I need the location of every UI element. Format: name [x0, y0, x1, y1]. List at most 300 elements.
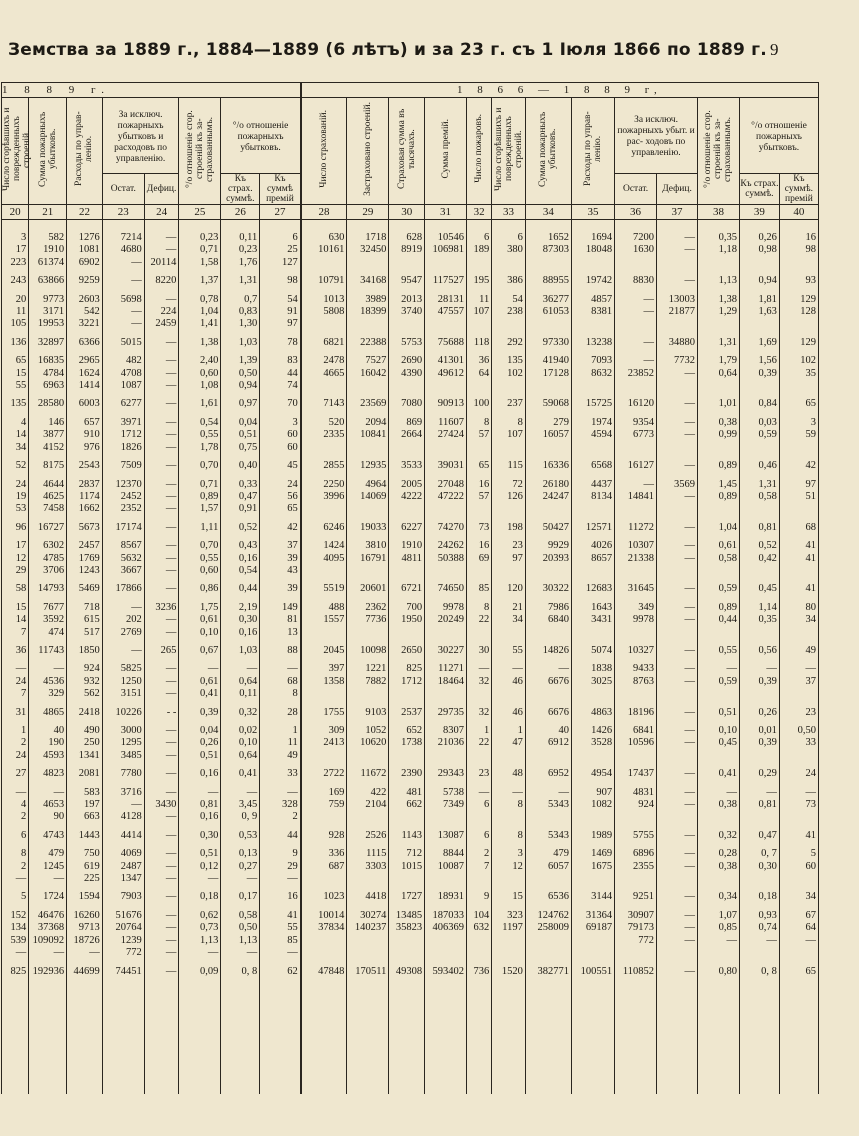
cell-21: 28580: [29, 398, 67, 410]
cell-20: 36: [2, 645, 29, 657]
cell-25: 0,54 0,55 1,78: [179, 417, 221, 454]
cell-24: — 3430 —: [144, 787, 179, 824]
cell-29: 2094 10841: [347, 417, 389, 454]
cell-33: 8: [492, 830, 526, 842]
cell-39: 0,46: [739, 460, 779, 472]
cell-38: 0,32: [697, 830, 739, 842]
cell-28: 47848: [301, 966, 347, 978]
cell-24: —: [144, 891, 179, 903]
cell-28: 336 687: [301, 848, 347, 885]
cell-40: 93: [779, 275, 818, 287]
table-row: [2, 460, 819, 472]
cell-35: 13238: [572, 337, 615, 349]
cell-34: 6536: [525, 891, 571, 903]
group-header-39: °/о отношеніе пожарныхъ убытковъ.: [739, 98, 818, 174]
cell-29: 1718 32450: [347, 232, 389, 269]
cell-26: 0,02 0,10 0,64: [221, 725, 260, 762]
cell-32: 2 7: [467, 848, 492, 885]
cell-32: 23: [467, 768, 492, 780]
cell-23: 4069 2487 1347: [102, 848, 144, 885]
cell-36: 18196: [615, 707, 657, 719]
cell-37: — —: [657, 787, 698, 824]
cell-31: 5738 7349: [425, 787, 467, 824]
col-header-37: Дефиц.: [657, 174, 698, 205]
table-row: [2, 707, 819, 719]
cell-30: 825 1712: [389, 663, 425, 700]
cell-32: 30: [467, 645, 492, 657]
cell-34: 59068: [525, 398, 571, 410]
cell-20: — 24 7: [2, 663, 29, 700]
cell-36: 349 9978: [615, 602, 657, 639]
col-header-33: Число сгорѣвшихъ и поврежденныхъ строеній.: [492, 98, 526, 205]
cell-39: 0, 8: [739, 966, 779, 978]
cell-37: —: [657, 707, 698, 719]
statistics-table: [1, 82, 819, 1094]
column-number: 40: [779, 205, 818, 220]
cell-31: 10546 106981: [425, 232, 467, 269]
cell-28: 630 10161: [301, 232, 347, 269]
cell-21: 4865: [29, 707, 67, 719]
cell-20: 58: [2, 583, 29, 595]
cell-32: 85: [467, 583, 492, 595]
cell-22: 718 615 517: [67, 602, 103, 639]
table-row: [2, 398, 819, 410]
cell-26: 2,19 0,30 0,16: [221, 602, 260, 639]
cell-28: 488 1557: [301, 602, 347, 639]
cell-21: 4644 4625 7458: [29, 479, 67, 516]
cell-37: — —: [657, 848, 698, 885]
cell-29: 20601: [347, 583, 389, 595]
cell-30: 2650: [389, 645, 425, 657]
cell-21: 4743: [29, 830, 67, 842]
cell-35: 1989: [572, 830, 615, 842]
cell-21: 479 1245 —: [29, 848, 67, 885]
cell-27: 24 56 65: [260, 479, 301, 516]
cell-32: 16 57: [467, 479, 492, 516]
cell-24: — — —: [144, 663, 179, 700]
column-number: 25: [179, 205, 221, 220]
cell-26: 0,58 0,50 1,13 —: [221, 910, 260, 960]
cell-22: 2965 1624 1414: [67, 355, 103, 392]
cell-39: 1,14 0,35: [739, 602, 779, 639]
cell-30: 1910 4811: [389, 540, 425, 577]
cell-25: 0,16: [179, 768, 221, 780]
col-header-29: Застраховано строеній.: [347, 98, 389, 205]
cell-21: 63866: [29, 275, 67, 287]
cell-40: 67 64 —: [779, 910, 818, 960]
cell-36: 16127: [615, 460, 657, 472]
cell-25: 1,38: [179, 337, 221, 349]
cell-33: 292: [492, 337, 526, 349]
cell-37: 34880: [657, 337, 698, 349]
cell-24: —: [144, 337, 179, 349]
cell-31: 11271 18464: [425, 663, 467, 700]
cell-21: 11743: [29, 645, 67, 657]
cell-28: 2045: [301, 645, 347, 657]
cell-31: 18931: [425, 891, 467, 903]
cell-28: 6821: [301, 337, 347, 349]
cell-25: — 0,61 0,41: [179, 663, 221, 700]
cell-34: 7986 6840: [525, 602, 571, 639]
cell-22: 2543: [67, 460, 103, 472]
cell-21: 1724: [29, 891, 67, 903]
cell-28: 1023: [301, 891, 347, 903]
cell-31: 117527: [425, 275, 467, 287]
cell-24: - -: [144, 707, 179, 719]
col-header-35: Расходы по управ- ленію.: [572, 98, 615, 205]
cell-25: 0,78 1,04 1,41: [179, 294, 221, 331]
cell-28: 397 1358: [301, 663, 347, 700]
cell-38: 0,34: [697, 891, 739, 903]
col-header-23: Остат.: [102, 174, 144, 205]
cell-23: 12370 2452 2352: [102, 479, 144, 516]
cell-20: 20 11 105: [2, 294, 29, 331]
cell-31: 74650: [425, 583, 467, 595]
cell-25: 2,40 0,60 1,08: [179, 355, 221, 392]
cell-32: 6: [467, 830, 492, 842]
cell-36: — 23852: [615, 355, 657, 392]
cell-32: 1 22: [467, 725, 492, 762]
cell-37: —: [657, 583, 698, 595]
cell-32: 11 107: [467, 294, 492, 331]
cell-21: 146 3877 4152: [29, 417, 67, 454]
cell-36: 31645: [615, 583, 657, 595]
cell-30: 6721: [389, 583, 425, 595]
cell-20: 243: [2, 275, 29, 287]
cell-40: 34: [779, 891, 818, 903]
cell-38: 0,59: [697, 583, 739, 595]
cell-28: 928: [301, 830, 347, 842]
cell-39: 0,01 0,39: [739, 725, 779, 762]
cell-37: — —: [657, 663, 698, 700]
cell-39: 0,26 0,98: [739, 232, 779, 269]
cell-22: 1443: [67, 830, 103, 842]
cell-40: 23: [779, 707, 818, 719]
cell-25: — 0,81 0,16: [179, 787, 221, 824]
cell-27: 98: [260, 275, 301, 287]
cell-22: 6003: [67, 398, 103, 410]
cell-36: 9354 6773: [615, 417, 657, 454]
cell-31: 28131 47557: [425, 294, 467, 331]
cell-37: —: [657, 398, 698, 410]
cell-24: — — —: [144, 479, 179, 516]
cell-29: 1221 7882: [347, 663, 389, 700]
cell-21: 8175: [29, 460, 67, 472]
cell-33: — 46: [492, 663, 526, 700]
column-number: 26: [221, 205, 260, 220]
column-number: 34: [525, 205, 571, 220]
cell-30: 652 1738: [389, 725, 425, 762]
cell-20: 3 17 223: [2, 232, 29, 269]
cell-35: 6568: [572, 460, 615, 472]
cell-31: 13087: [425, 830, 467, 842]
cell-40: 65: [779, 398, 818, 410]
cell-23: 7780: [102, 768, 144, 780]
cell-23: 3000 1295 3485: [102, 725, 144, 762]
col-header-28: Число страхованій.: [301, 98, 347, 205]
cell-37: —: [657, 966, 698, 978]
cell-28: 10791: [301, 275, 347, 287]
table-row: [2, 583, 819, 595]
cell-31: 29735: [425, 707, 467, 719]
column-number: 28: [301, 205, 347, 220]
cell-31: 29343: [425, 768, 467, 780]
cell-39: 0,03 0,59: [739, 417, 779, 454]
cell-33: 21 34: [492, 602, 526, 639]
cell-29: 4964 14069: [347, 479, 389, 516]
cell-25: 0,71 0,89 1,57: [179, 479, 221, 516]
table-row: [2, 645, 819, 657]
group-header-23: За исключ. пожарныхъ убытковъ и расходовъ по управленію.: [102, 98, 179, 174]
cell-37: —: [657, 768, 698, 780]
cell-39: 1,81 1,63: [739, 294, 779, 331]
cell-31: 39031: [425, 460, 467, 472]
cell-20: 31: [2, 707, 29, 719]
cell-39: 0,81: [739, 522, 779, 534]
cell-21: 32897: [29, 337, 67, 349]
cell-30: 1143: [389, 830, 425, 842]
cell-35: 4026 8657: [572, 540, 615, 577]
cell-29: 3810 16791: [347, 540, 389, 577]
cell-31: 187033 406369: [425, 910, 467, 960]
cell-39: 0,84: [739, 398, 779, 410]
cell-27: 28: [260, 707, 301, 719]
cell-37: —: [657, 522, 698, 534]
column-number: 39: [739, 205, 779, 220]
cell-32: 195: [467, 275, 492, 287]
cell-28: 169 759: [301, 787, 347, 824]
group-header-26: °/о отношеніе пожарныхъ убытковъ.: [221, 98, 301, 174]
cell-33: 1520: [492, 966, 526, 978]
col-header-25: °/о отношеніе сгор. строеній къ за- страхованнымъ.: [179, 98, 221, 205]
page-number: 9: [770, 40, 779, 59]
cell-21: 40 190 4593: [29, 725, 67, 762]
cell-30: 2005 4222: [389, 479, 425, 516]
cell-35: 19742: [572, 275, 615, 287]
cell-35: 1469 1675: [572, 848, 615, 885]
column-number: 35: [572, 205, 615, 220]
cell-24: — — —: [144, 540, 179, 577]
cell-37: — —: [657, 232, 698, 269]
cell-36: 7200 1630: [615, 232, 657, 269]
cell-29: 34168: [347, 275, 389, 287]
cell-27: 1 11 49: [260, 725, 301, 762]
cell-20: 6: [2, 830, 29, 842]
cell-20: 17 12 29: [2, 540, 29, 577]
table-row: [2, 275, 819, 287]
cell-40: 97 51: [779, 479, 818, 516]
column-number: 31: [425, 205, 467, 220]
cell-33: 323 1197: [492, 910, 526, 960]
cell-40: 41 41: [779, 540, 818, 577]
cell-24: —: [144, 768, 179, 780]
cell-26: 1,03: [221, 337, 260, 349]
cell-32: 104 632: [467, 910, 492, 960]
col-header-20: Число сгорѣвшихъ и поврежденныхъ строеній.: [2, 98, 29, 205]
cell-25: 1,11: [179, 522, 221, 534]
cell-38: 0,35 1,18: [697, 232, 739, 269]
cell-24: —: [144, 522, 179, 534]
cell-33: 54 238: [492, 294, 526, 331]
cell-39: — 0,39: [739, 663, 779, 700]
cell-21: 7677 3592 474: [29, 602, 67, 639]
cell-33: 237: [492, 398, 526, 410]
cell-29: 23569: [347, 398, 389, 410]
cell-32: 16 69: [467, 540, 492, 577]
cell-36: 6896 2355: [615, 848, 657, 885]
cell-30: 3533: [389, 460, 425, 472]
cell-34: 382771: [525, 966, 571, 978]
cell-38: 0,55: [697, 645, 739, 657]
cell-30: 7080: [389, 398, 425, 410]
cell-31: 75688: [425, 337, 467, 349]
col-header-39: Къ страх. суммѣ.: [739, 174, 779, 205]
cell-38: 1,31: [697, 337, 739, 349]
col-header-24: Дефиц.: [144, 174, 179, 205]
cell-27: 78: [260, 337, 301, 349]
table-row: [2, 602, 819, 639]
cell-39: — 0,81: [739, 787, 779, 824]
table-row: [2, 768, 819, 780]
column-number: 36: [615, 205, 657, 220]
cell-20: — 4 2: [2, 787, 29, 824]
cell-28: 7143: [301, 398, 347, 410]
cell-33: 6 380: [492, 232, 526, 269]
cell-27: 41 55 85 —: [260, 910, 301, 960]
cell-27: 6 25 127: [260, 232, 301, 269]
cell-25: 0,30: [179, 830, 221, 842]
cell-31: 8307 21036: [425, 725, 467, 762]
cell-32: 36 64: [467, 355, 492, 392]
col-header-21: Сумма пожарныхъ убытковъ.: [29, 98, 67, 205]
cell-24: — — —: [144, 417, 179, 454]
cell-26: 1,39 0,50 0,94: [221, 355, 260, 392]
cell-26: 0,17: [221, 891, 260, 903]
cell-40: 42: [779, 460, 818, 472]
cell-33: 46: [492, 707, 526, 719]
cell-36: 9433 8763: [615, 663, 657, 700]
cell-25: 0,62 0,73 1,13 —: [179, 910, 221, 960]
cell-40: 129: [779, 337, 818, 349]
cell-28: 1424 4095: [301, 540, 347, 577]
cell-36: 9251: [615, 891, 657, 903]
cell-22: 2603 542 3221: [67, 294, 103, 331]
cell-29: 9103: [347, 707, 389, 719]
cell-33: 115: [492, 460, 526, 472]
cell-27: — 68 8: [260, 663, 301, 700]
col-header-40: Къ суммѣ. премій: [779, 174, 818, 205]
cell-22: 2418: [67, 707, 103, 719]
cell-23: 5698 — —: [102, 294, 144, 331]
cell-20: 1 2 24: [2, 725, 29, 762]
cell-27: 54 91 97: [260, 294, 301, 331]
cell-22: 2081: [67, 768, 103, 780]
cell-25: 0,39: [179, 707, 221, 719]
cell-23: 17866: [102, 583, 144, 595]
cell-37: — —: [657, 602, 698, 639]
cell-37: 3569 —: [657, 479, 698, 516]
cell-34: 9929 20393: [525, 540, 571, 577]
cell-21: 6302 4785 3706: [29, 540, 67, 577]
cell-29: 1052 10620: [347, 725, 389, 762]
cell-30: 481 662: [389, 787, 425, 824]
cell-32: — 32: [467, 663, 492, 700]
cell-33: 15: [492, 891, 526, 903]
table-row: [2, 663, 819, 700]
cell-24: — — —: [144, 725, 179, 762]
cell-23: 4414: [102, 830, 144, 842]
cell-36: 8830: [615, 275, 657, 287]
cell-32: 9: [467, 891, 492, 903]
cell-35: 7093 8632: [572, 355, 615, 392]
cell-20: 4 14 34: [2, 417, 29, 454]
cell-23: 3716 — 4128: [102, 787, 144, 824]
cell-31: 90913: [425, 398, 467, 410]
column-number: 29: [347, 205, 389, 220]
cell-34: 5343: [525, 830, 571, 842]
cell-25: 0,23 0,71 1,58: [179, 232, 221, 269]
cell-35: 4954: [572, 768, 615, 780]
cell-29: 22388: [347, 337, 389, 349]
cell-26: 0,32: [221, 707, 260, 719]
cell-34: 279 16057: [525, 417, 571, 454]
cell-37: —: [657, 460, 698, 472]
cell-34: 26180 24247: [525, 479, 571, 516]
cell-38: 1,01: [697, 398, 739, 410]
cell-36: —: [615, 337, 657, 349]
cell-33: 120: [492, 583, 526, 595]
column-number: 38: [697, 205, 739, 220]
cell-35: 1426 3528: [572, 725, 615, 762]
cell-38: 1,13: [697, 275, 739, 287]
cell-34: 41940 17128: [525, 355, 571, 392]
cell-29: 10098: [347, 645, 389, 657]
cell-38: — 0,59: [697, 663, 739, 700]
col-header-30: Страховая сумма въ тысячахъ.: [389, 98, 425, 205]
cell-31: 41301 49612: [425, 355, 467, 392]
cell-32: 118: [467, 337, 492, 349]
cell-22: 924 932 562: [67, 663, 103, 700]
cell-22: 1276 1081 6902: [67, 232, 103, 269]
cell-40: 102 35: [779, 355, 818, 392]
cell-36: 30907 79173 772: [615, 910, 657, 960]
cell-33: 386: [492, 275, 526, 287]
period-right: 1 8 6 6 — 1 8 8 9 г,: [301, 83, 819, 98]
cell-26: 0,44: [221, 583, 260, 595]
cell-32: 8 22: [467, 602, 492, 639]
cell-34: 479 6057: [525, 848, 571, 885]
cell-34: — 6676: [525, 663, 571, 700]
cell-39: 0,29: [739, 768, 779, 780]
cell-34: 1652 87303: [525, 232, 571, 269]
cell-27: 45: [260, 460, 301, 472]
cell-40: 24: [779, 768, 818, 780]
cell-31: 593402: [425, 966, 467, 978]
column-number: 22: [67, 205, 103, 220]
cell-34: 36277 61053: [525, 294, 571, 331]
cell-21: — 4536 329: [29, 663, 67, 700]
column-number: 23: [102, 205, 144, 220]
cell-28: 10014 37834: [301, 910, 347, 960]
cell-24: — — —: [144, 848, 179, 885]
cell-39: 0, 7 0,30: [739, 848, 779, 885]
cell-22: 1594: [67, 891, 103, 903]
cell-28: 2250 3996: [301, 479, 347, 516]
cell-20: 135: [2, 398, 29, 410]
cell-32: 73: [467, 522, 492, 534]
cell-27: 9 29 —: [260, 848, 301, 885]
cell-39: 0,56: [739, 645, 779, 657]
